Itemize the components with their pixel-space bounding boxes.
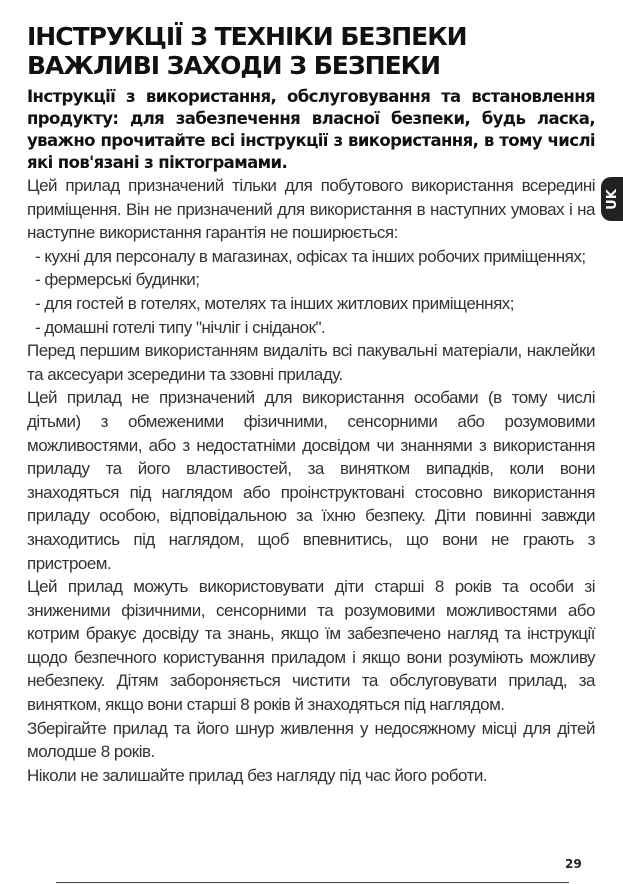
paragraph-restrictions: Цей прилад не призначений для використання особами (в тому числі дітьми) з обмеженими фізичними, сенсорними або розумовими можливостями, або з недостатніми досвідом чи знаннями з використання приладу та його властивостей, за винятком випадків, коли вони знаходяться під наглядом або проінструктовані стосовно використання приладу особою, відповідальною за їхню безпеку. Діти повинні завжди знаходитись під наглядом, щоб впевнитись, що вони не грають з пристроем. — [27, 388, 595, 573]
language-tab — [601, 177, 623, 221]
paragraph-usage: Цей прилад призначений тільки для побутового використання всередині приміщення. Він не призначений для використання в наступних умовах і на наступне використання гарантія не поширюється: — [27, 176, 595, 243]
lead-paragraph: Інструкції з використання, обслуговування та встановлення продукту: для забезпечення власної безпеки, будь ласка, уважно прочитайте всі інструкції з використання, в тому числі які пов'язані з піктограмами. — [27, 87, 595, 172]
language-tab-label: UK — [604, 188, 620, 210]
document-page — [27, 22, 595, 787]
footer-divider — [56, 882, 569, 883]
list-item: - домашні готелі типу "нічліг і сніданок". — [27, 316, 595, 340]
paragraph-children: Цей прилад можуть використовувати діти старші 8 років та особи зі зниженими фізичними, сенсорними та розумовими можливостями або котрим бракує досвіду та знань, якщо їм забезпечено нагляд та інструкції щодо безпечного користування приладом і якщо вони розуміють можливу небезпеку. Дітям забороняється чистити та обслуговувати прилад, за винятком, якщо вони старші 8 років й знаходяться під наглядом. — [27, 577, 595, 715]
list-item: - фермерські будинки; — [27, 268, 595, 292]
list-item: - кухні для персоналу в магазинах, офісах та інших робочих приміщеннях; — [27, 245, 595, 269]
title-line-1: ІНСТРУКЦІЇ З ТЕХНІКИ БЕЗПЕКИ — [27, 22, 467, 51]
page-title — [27, 22, 595, 80]
page-number: 29 — [565, 857, 582, 871]
list-item: - для гостей в готелях, мотелях та інших житлових приміщеннях; — [27, 292, 595, 316]
exclusion-list — [27, 245, 595, 339]
paragraph-supervision: Ніколи не залишайте прилад без нагляду під час його роботи. — [27, 765, 488, 785]
paragraph-storage: Зберігайте прилад та його шнур живлення у недосяжному місці для дітей молодше 8 років. — [27, 718, 595, 762]
paragraph-packaging: Перед першим використанням видаліть всі пакувальні матеріали, наклейки та аксесуари зсередини та ззовні приладу. — [27, 341, 595, 384]
title-line-2: ВАЖЛИВІ ЗАХОДИ З БЕЗПЕКИ — [27, 51, 440, 80]
